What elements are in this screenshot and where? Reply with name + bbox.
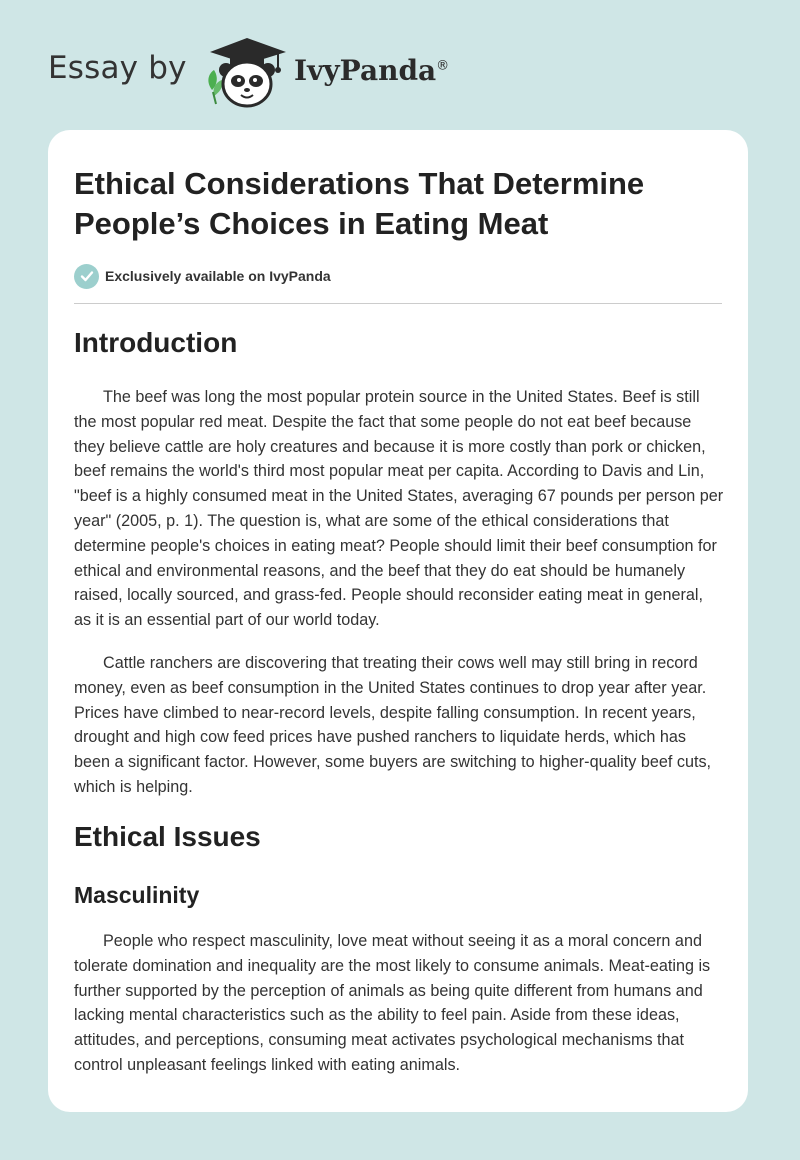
divider	[74, 303, 722, 304]
leaf-icon	[208, 70, 222, 104]
site-header	[48, 34, 748, 114]
checkmark-icon	[74, 264, 99, 289]
section-heading-ethical-issues: Ethical Issues	[74, 821, 261, 852]
essay-title: Ethical Considerations That Determine People’s Choices in Eating Meat	[74, 166, 645, 241]
paragraph: People who respect masculinity, love meat without seeing it as a moral concern and tolerate domination and inequality are the most likely to consume animals. Meat-eating is further supported by the perception of animals as being quite different from humans and lacking mental characteristics such as the ability to feel pain. Aside from these ideas, attitudes, and perceptions, consuming meat activates psychological mechanisms that control unpleasant feelings linked with eating animals.	[74, 932, 711, 1074]
essay-by-label: Essay by	[48, 50, 187, 86]
exclusive-label: Exclusively available on IvyPanda	[105, 268, 331, 284]
trademark-symbol: ®	[436, 58, 450, 74]
paragraph: Cattle ranchers are discovering that treating their cows well may still bring in record money, even as beef consumption in the United States continues to drop year after year. Prices have climbed to near-record levels, despite falling consumption. In recent years, drought and high cow feed prices have pushed ranchers to liquidate herds, which has been a significant factor. However, some buyers are switching to higher-quality beef cuts, which is helping.	[74, 654, 712, 796]
section-heading-introduction: Introduction	[74, 327, 238, 358]
subsection-heading-masculinity: Masculinity	[74, 882, 200, 908]
paragraph: The beef was long the most popular protein source in the United States. Beef is still the most popular red meat. Despite the fact that some people do not eat beef because they believe cattle are holy creatures and because it is more costly than pork or chicken, beef remains the world's third most popular meat per capita. According to Davis and Lin, "beef is a highly consumed meat in the United States, averaging 67 pounds per person per year" (2005, p. 1). The question is, what are some of the ethical considerations that determine people's choices in eating meat? People should limit their beef consumption for ethical and environmental reasons, and the beef that they do eat should be humanely raised, locally sourced, and grass-fed. People should reconsider eating meat in general, as it is an essential part of our world today.	[74, 388, 724, 630]
essay-card	[48, 130, 748, 1112]
brand-name[interactable]: IvyPanda®	[294, 54, 450, 87]
exclusive-badge	[74, 262, 331, 290]
panda-logo-icon[interactable]	[204, 34, 290, 110]
